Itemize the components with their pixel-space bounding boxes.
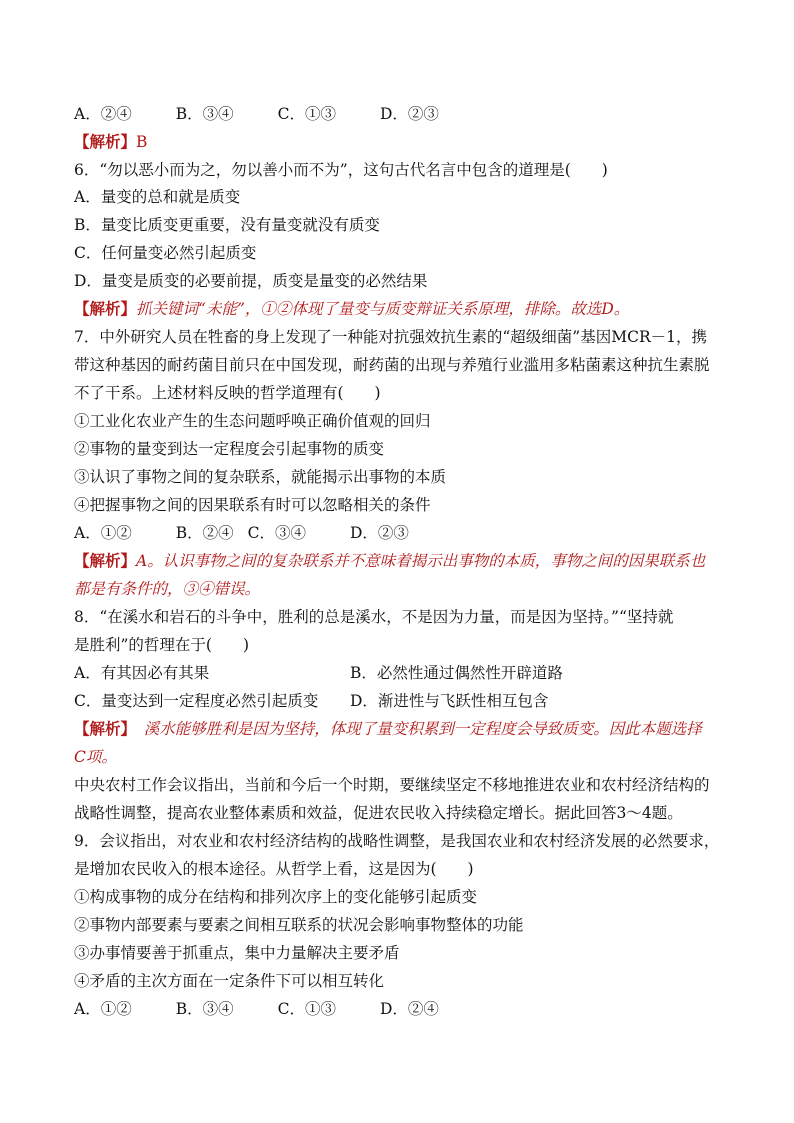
option-d: D．②④ <box>379 1000 439 1018</box>
q7-stem-line-1: 7．中外研究人员在牲畜的身上发现了一种能对抗强效抗生素的“超级细菌”基因MCR－1，携 <box>74 328 707 346</box>
answer-label: 【解析】 <box>74 299 137 318</box>
q7-stem-line-3: 不了干系。上述材料反映的哲学道理有( ) <box>74 384 381 402</box>
q6-option-b: B．量变比质变更重要，没有量变就没有质变 <box>74 216 380 234</box>
q9-statement-4: ④矛盾的主次方面在一定条件下可以相互转化 <box>74 972 385 990</box>
answer-text: 溪水能够胜利是因为坚持，体现了量变积累到一定程度会导致质变。因此本题选择 <box>128 720 702 738</box>
material-line-1: 中央农村工作会议指出，当前和今后一个时期，要继续坚定不移地推进农业和农村经济结构的 <box>74 776 710 794</box>
q7-options <box>74 523 724 543</box>
q7-statement-4: ④把握事物之间的因果联系有时可以忽略相关的条件 <box>74 496 431 514</box>
option-b: B．②④ <box>175 524 234 542</box>
option-c: C．量变达到一定程度必然引起质变 <box>74 692 319 710</box>
q7-answer-line-1 <box>74 551 724 571</box>
q6-option-a: A．量变的总和就是质变 <box>74 188 241 206</box>
q9-stem-line-2: 是增加农民收入的根本途径。从哲学上看，这是因为( ) <box>74 860 474 878</box>
q8-options-row-1 <box>74 663 724 683</box>
option-a: A．②④ <box>74 105 132 123</box>
option-b: B．③④ <box>175 105 234 123</box>
q9-statement-2: ②事物内部要素与要素之间相互联系的状况会影响事物整体的功能 <box>74 916 524 934</box>
answer-text: 抓关键词“未能”，①②体现了量变与质变辩证关系原理，排除。故选D。 <box>136 300 630 318</box>
answer-text: A。认识事物之间的复杂联系并不意味着揭示出事物的本质，事物之间的因果联系也 <box>136 552 706 570</box>
q7-statement-1: ①工业化农业产生的生态问题呼唤正确价值观的回归 <box>74 412 431 430</box>
q7-stem-line-2: 带这种基因的耐药菌目前只在中国发现，耐药菌的出现与养殖行业滥用多粘菌素这种抗生素脱 <box>74 356 710 374</box>
q9-options <box>74 999 724 1019</box>
answer-label: 【解析】 <box>74 132 137 151</box>
option-a: A．①② <box>74 524 132 542</box>
q6-option-d: D．量变是质变的必要前提，质变是量变的必然结果 <box>74 272 428 290</box>
option-d: D．②③ <box>349 524 409 542</box>
option-b: B．必然性通过偶然性开辟道路 <box>350 664 563 682</box>
q8-answer-line-1 <box>74 719 724 739</box>
q8-stem-line-1: 8．“在溪水和岩石的斗争中，胜利的总是溪水，不是因为力量，而是因为坚持。”“坚持就 <box>74 608 674 626</box>
option-a: A．①② <box>74 1000 132 1018</box>
q9-statement-3: ③办事情要善于抓重点，集中力量解决主要矛盾 <box>74 944 400 962</box>
q9-statement-1: ①构成事物的成分在结构和排列次序上的变化能够引起质变 <box>74 888 478 906</box>
material-line-2: 战略性调整，提高农业整体素质和效益，促进农民收入持续稳定增长。据此回答3～4题。 <box>74 804 683 822</box>
q8-answer-line-2: C项。 <box>74 748 117 766</box>
q9-stem-line-1: 9．会议指出，对农业和农村经济结构的战略性调整，是我国农业和农村经济发展的必然要求， <box>74 832 720 850</box>
answer-text: B <box>136 133 148 151</box>
q7-statement-2: ②事物的量变到达一定程度会引起事物的质变 <box>74 440 385 458</box>
answer-label: 【解析】 <box>74 551 137 570</box>
option-c: C．③④ <box>247 524 306 542</box>
q6-answer <box>74 299 724 319</box>
option-a: A．有其因必有其果 <box>74 664 210 682</box>
q5-answer <box>74 132 724 152</box>
option-d: D．渐进性与飞跃性相互包含 <box>350 692 549 710</box>
q6-stem: 6．“勿以恶小而为之，勿以善小而不为”，这句古代名言中包含的道理是( ) <box>74 161 608 179</box>
q6-option-c: C．任何量变必然引起质变 <box>74 244 257 262</box>
q7-answer-line-2: 都是有条件的，③④错误。 <box>74 580 261 598</box>
q5-options <box>74 104 724 124</box>
q8-options-row-2 <box>74 691 724 711</box>
q8-stem-line-2: 是胜利”的哲理在于( ) <box>74 636 250 654</box>
q7-statement-3: ③认识了事物之间的复杂联系，就能揭示出事物的本质 <box>74 468 447 486</box>
option-c: C．①③ <box>277 1000 336 1018</box>
option-b: B．③④ <box>175 1000 234 1018</box>
option-c: C．①③ <box>277 105 336 123</box>
option-d: D．②③ <box>379 105 439 123</box>
answer-label: 【解析】 <box>74 719 129 738</box>
